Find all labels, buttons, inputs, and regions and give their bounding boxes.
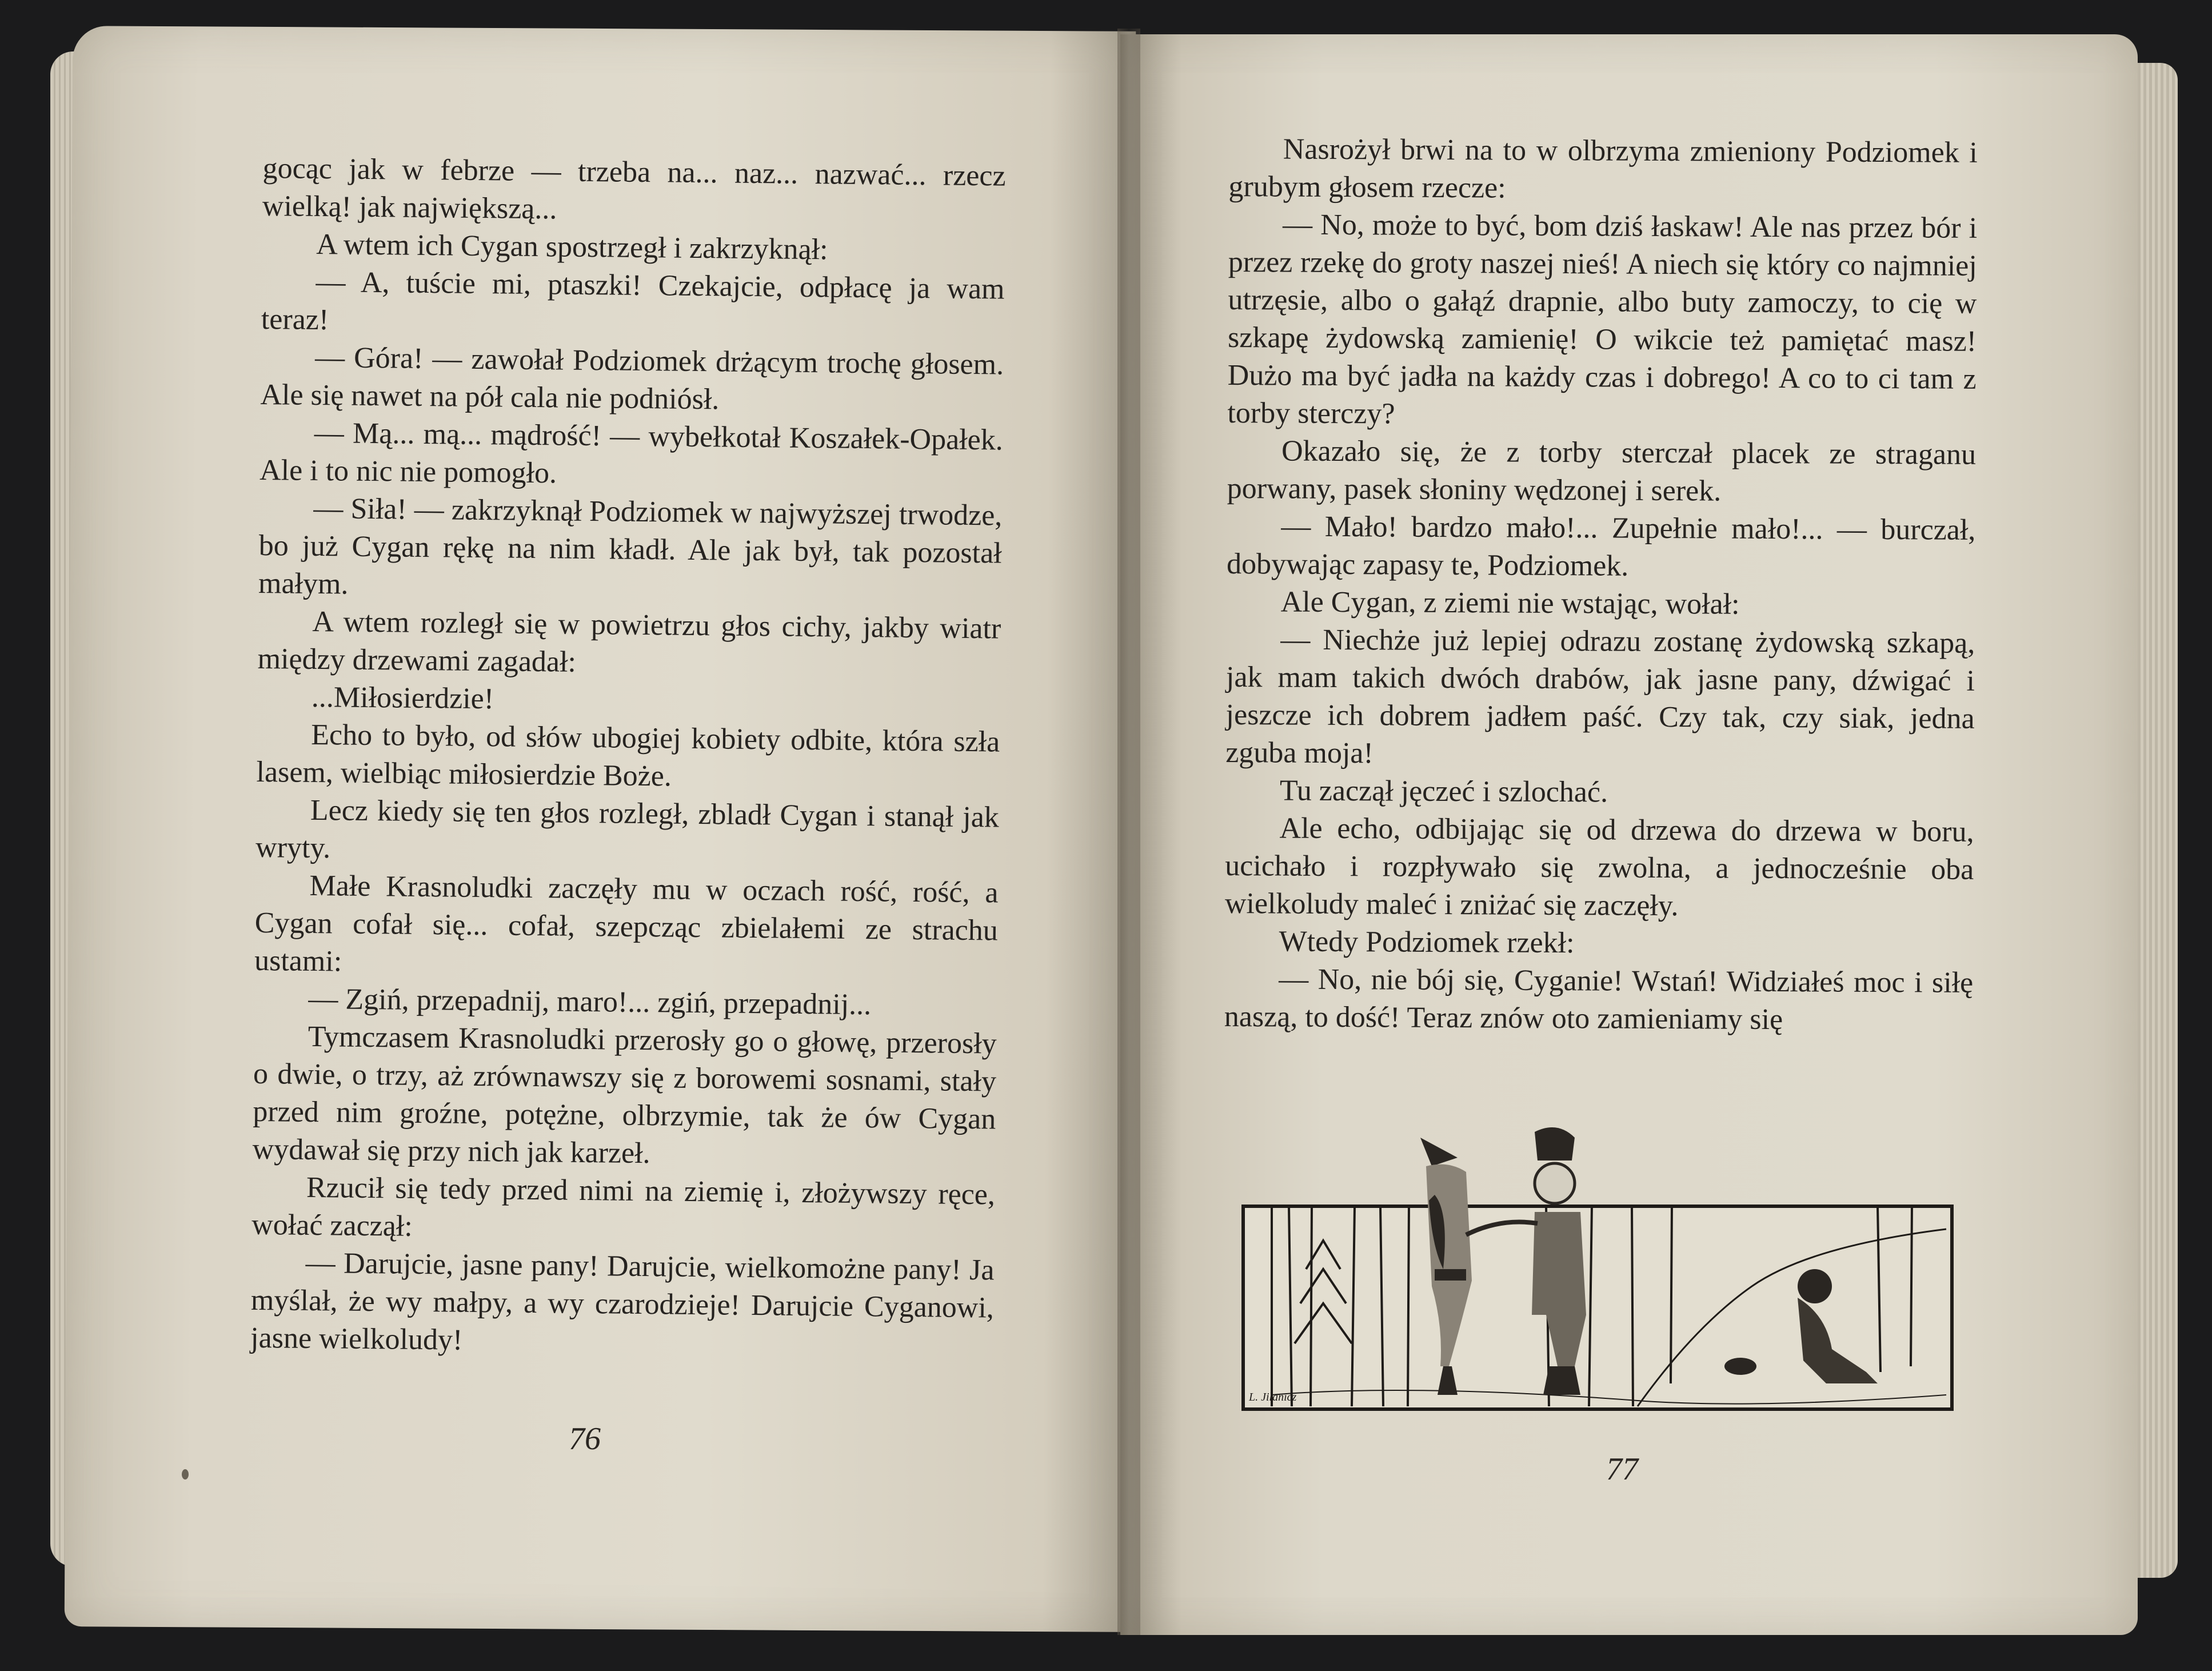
right-page-text: [1224, 130, 1978, 1040]
paragraph: — No, nie bój się, Cyganie! Wstań! Widziałeś moc i siłę naszą, to dość! Teraz znów oto zamieniamy się: [1224, 963, 1974, 1036]
paragraph: gocąc jak w febrze — trzeba na... naz... nazwać... rzecz wielką! jak największą...: [262, 151, 1006, 226]
paragraph: Rzucił się tedy przed nimi na ziemię i, złożywszy ręce, wołać zaczął:: [251, 1171, 996, 1243]
paragraph: Okazało się, że z torby sterczał placek ze straganu porwany, pasek słoniny wędzonej i serek.: [1227, 434, 1977, 508]
illustration-signature: L. Jilanicz: [1249, 1391, 1297, 1403]
paragraph: Małe Krasnoludki zaczęły mu w oczach rość, rość, a Cygan cofał się... cofał, szepcząc zbielałemi ze strachu ustami:: [254, 869, 999, 978]
book-gutter: [1117, 29, 1140, 1635]
paragraph: — Darujcie, jasne pany! Darujcie, wielkomożne pany! Ja myślał, że wy małpy, a wy czarodzieje! Darujcie Cyganowi, jasne wielkoludy!: [250, 1246, 995, 1357]
paragraph: — Mą... mą... mądrość! — wybełkotał Koszałek-Opałek. Ale i to nic nie pomogło.: [259, 416, 1004, 490]
paragraph: Nasrożył brwi na to w olbrzyma zmieniony Podziomek i grubym głosem rzecze:: [1228, 133, 1978, 205]
dwarves-illustration: [1237, 1098, 1958, 1429]
paragraph: Tymczasem Krasnoludki przerosły go o głowę, przerosły o dwie, o trzy, aż zrównawszy się z borowemi sosnami, stały przed nim groźne, potężne, olbrzymie, tak że ów Cygan wydawał się przy nich jak karzeł.: [252, 1020, 997, 1170]
left-page-text: [250, 150, 1006, 1365]
page-number-right: 77: [1606, 1451, 1638, 1487]
paragraph: — No, może to być, bom dziś łaskaw! Ale nas przez bór i przez rzekę do groty naszej nieś! A niech się który co najmniej utrzęsie, albo o gałąź drapnie, albo buty zamoczy, to cię w szkapę żydowską zamienię! O wikcie też pamiętać masz! Dużo ma być jadła na każdy czas i dobrego! A co to ci tam z torby sterczy?: [1227, 208, 1978, 430]
page-number-left: 76: [569, 1421, 601, 1457]
paragraph: — A, tuście mi, ptaszki! Czekajcie, odpłacę ja wam teraz!: [261, 265, 1005, 337]
paragraph: — Niechże już lepiej odrazu zostanę żydowską szkapą, jak mam takich dwóch drabów, jak jasne pany, dźwigać i jeszcze ich dobrem jadłem paść. Czy tak, czy siak, jedna zguba moja!: [1225, 623, 1975, 770]
paragraph: — Zgiń, przepadnij, maro!... zgiń, przepadnij...: [308, 982, 872, 1022]
paragraph: — Mało! bardzo mało!... Zupełnie mało!... — burczał, dobywając zapasy te, Podziomek.: [1226, 510, 1976, 583]
paragraph: — Siła! — zakrzyknął Podziomek w najwyższej trwodze, bo już Cygan rękę na nim kładł. Ale jak był, tak pozostał małym.: [258, 492, 1003, 601]
paragraph: A wtem rozległ się w powietrzu głos cichy, jakby wiatr między drzewami zagadał:: [257, 605, 1001, 679]
paragraph: A wtem ich Cygan spostrzegł i zakrzyknął:: [316, 228, 828, 266]
paragraph: Lecz kiedy się ten głos rozległ, zbladł Cygan i stanął jak wryty.: [255, 793, 1000, 865]
paper-spot: [182, 1469, 189, 1479]
paragraph: Ale echo, odbijając się od drzewa do drzewa w boru, ucichało i rozpływało się zwolna, a jednocześnie oba wielkoludy maleć i zniżać się zaczęły.: [1224, 812, 1974, 923]
paragraph: ...Miłosierdzie!: [311, 680, 494, 716]
paragraph: Echo to było, od słów ubogiej kobiety odbite, która szła lasem, wielbiąc miłosierdzie Boże.: [256, 718, 1000, 793]
paragraph: — Góra! — zawołał Podziomek drżącym trochę głosem. Ale się nawet na pół cala nie podniósł.: [260, 341, 1004, 416]
paragraph: Wtedy Podziomek rzekł:: [1279, 925, 1575, 960]
paragraph: Tu zaczął jęczeć i szlochać.: [1279, 774, 1608, 809]
paragraph: Ale Cygan, z ziemi nie wstając, wołał:: [1280, 585, 1740, 621]
